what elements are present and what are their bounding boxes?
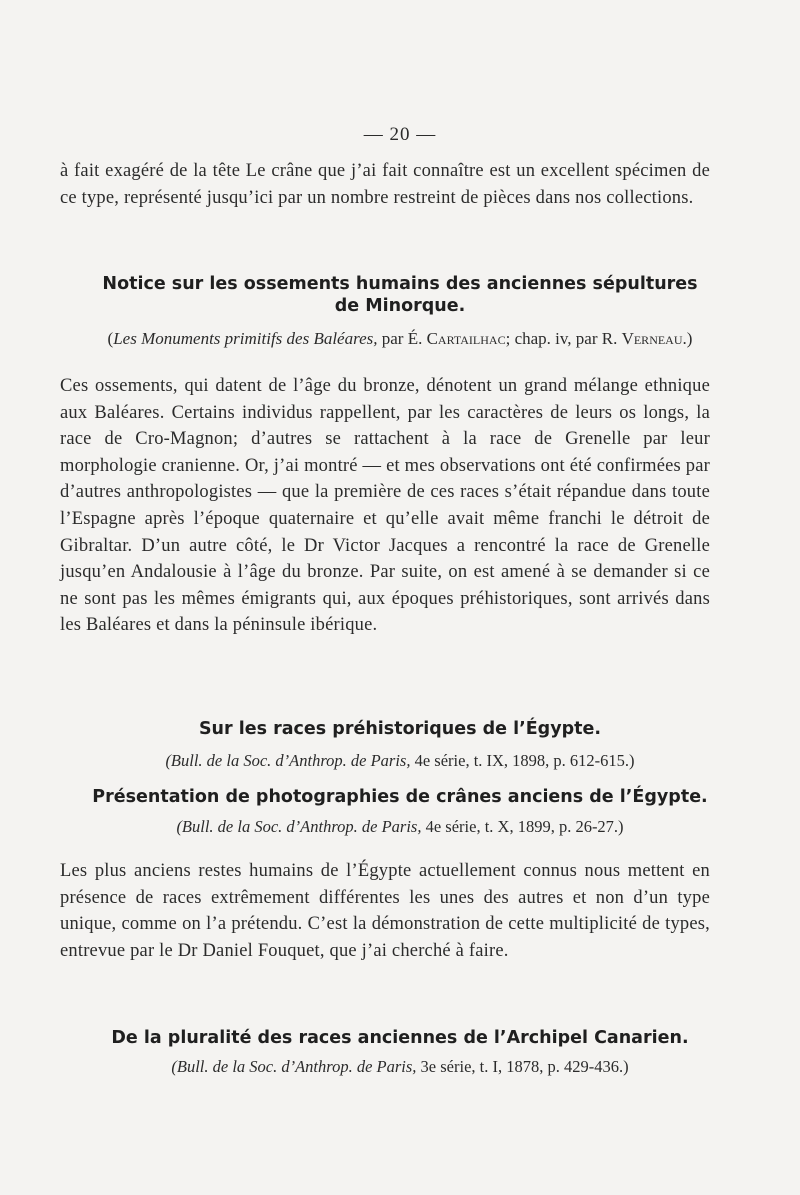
section-title-cranes-egypte: Présentation de photographies de crânes anciens de l’Égypte. bbox=[92, 787, 708, 807]
page-number: — 20 — bbox=[363, 124, 437, 145]
citation-details: 4e série, t. IX, 1898, p. 612-615.) bbox=[410, 751, 635, 770]
citation-close: .) bbox=[682, 329, 693, 348]
paragraph-ossements: Ces ossements, qui datent de l’âge du bronze, dénotent un grand mélange ethnique aux Baléares. Certains individus rappellent, par les caractères de leurs os longs, la race de Cro-Magnon; d’autres se rattachent à la race de Grenelle par leur morphologie cranienne. Or, j’ai montré — et mes observations ont été confirmées par d’autres anthropologistes — que la première de ces races s’était répandue dans toute l’Espagne après l’époque quaternaire et qu’elle avait même franchi le détroit de Gibraltar. D’un autre côté, le Dr Victor Jacques a rencontré la race de Grenelle jusqu’en Andalousie à l’âge du bronze. Par suite, on est amené à se demander si ce ne sont pas les mêmes émigrants qui, aux époques préhistoriques, sont arrivés dans les Baléares et dans la péninsule ibérique. bbox=[60, 376, 710, 636]
citation-cranes-egypte bbox=[0, 816, 800, 838]
citation-details: 4e série, t. X, 1899, p. 26-27.) bbox=[421, 817, 624, 836]
citation-author-verneau: Verneau bbox=[621, 329, 683, 348]
paragraph-intro: à fait exagéré de la tête Le crâne que j’ai fait connaître est un excellent spécimen de ce type, représenté jusqu’ici par un nombre restreint de pièces dans nos collections. bbox=[60, 161, 710, 208]
citation-chapter: ; chap. iv, par R. bbox=[505, 329, 622, 348]
citation-work: (Bull. de la Soc. d’Anthrop. de Paris, bbox=[171, 1057, 417, 1076]
citation-author-cartailhac: Cartailhac bbox=[426, 329, 506, 348]
citation-details: 3e série, t. I, 1878, p. 429-436.) bbox=[416, 1057, 629, 1076]
section-title-minorque-line2: de Minorque. bbox=[334, 296, 466, 316]
citation-minorque bbox=[0, 328, 800, 350]
citation-open: ( bbox=[107, 329, 114, 348]
citation-work: (Bull. de la Soc. d’Anthrop. de Paris, bbox=[165, 751, 411, 770]
citation-work: Les Monuments primitifs des Baléares, bbox=[113, 329, 378, 348]
section-title-minorque-line1: Notice sur les ossements humains des anciennes sépultures bbox=[102, 274, 698, 294]
section-title-races-egypte: Sur les races préhistoriques de l’Égypte. bbox=[198, 719, 602, 739]
citation-par: par É. bbox=[377, 329, 427, 348]
citation-races-egypte bbox=[0, 750, 800, 772]
paragraph-egypte: Les plus anciens restes humains de l’Égypte actuellement connus nous mettent en présence de races extrêmement différentes les unes des autres et non d’un type unique, comme on l’a prétendu. C’est la démonstration de cette multiplicité de types, entrevue par le Dr Daniel Fouquet, que j’ai cherché à faire. bbox=[60, 861, 710, 961]
citation-work: (Bull. de la Soc. d’Anthrop. de Paris, bbox=[176, 817, 422, 836]
citation-canarien bbox=[0, 1056, 800, 1078]
section-title-canarien: De la pluralité des races anciennes de l’Archipel Canarien. bbox=[111, 1028, 689, 1048]
